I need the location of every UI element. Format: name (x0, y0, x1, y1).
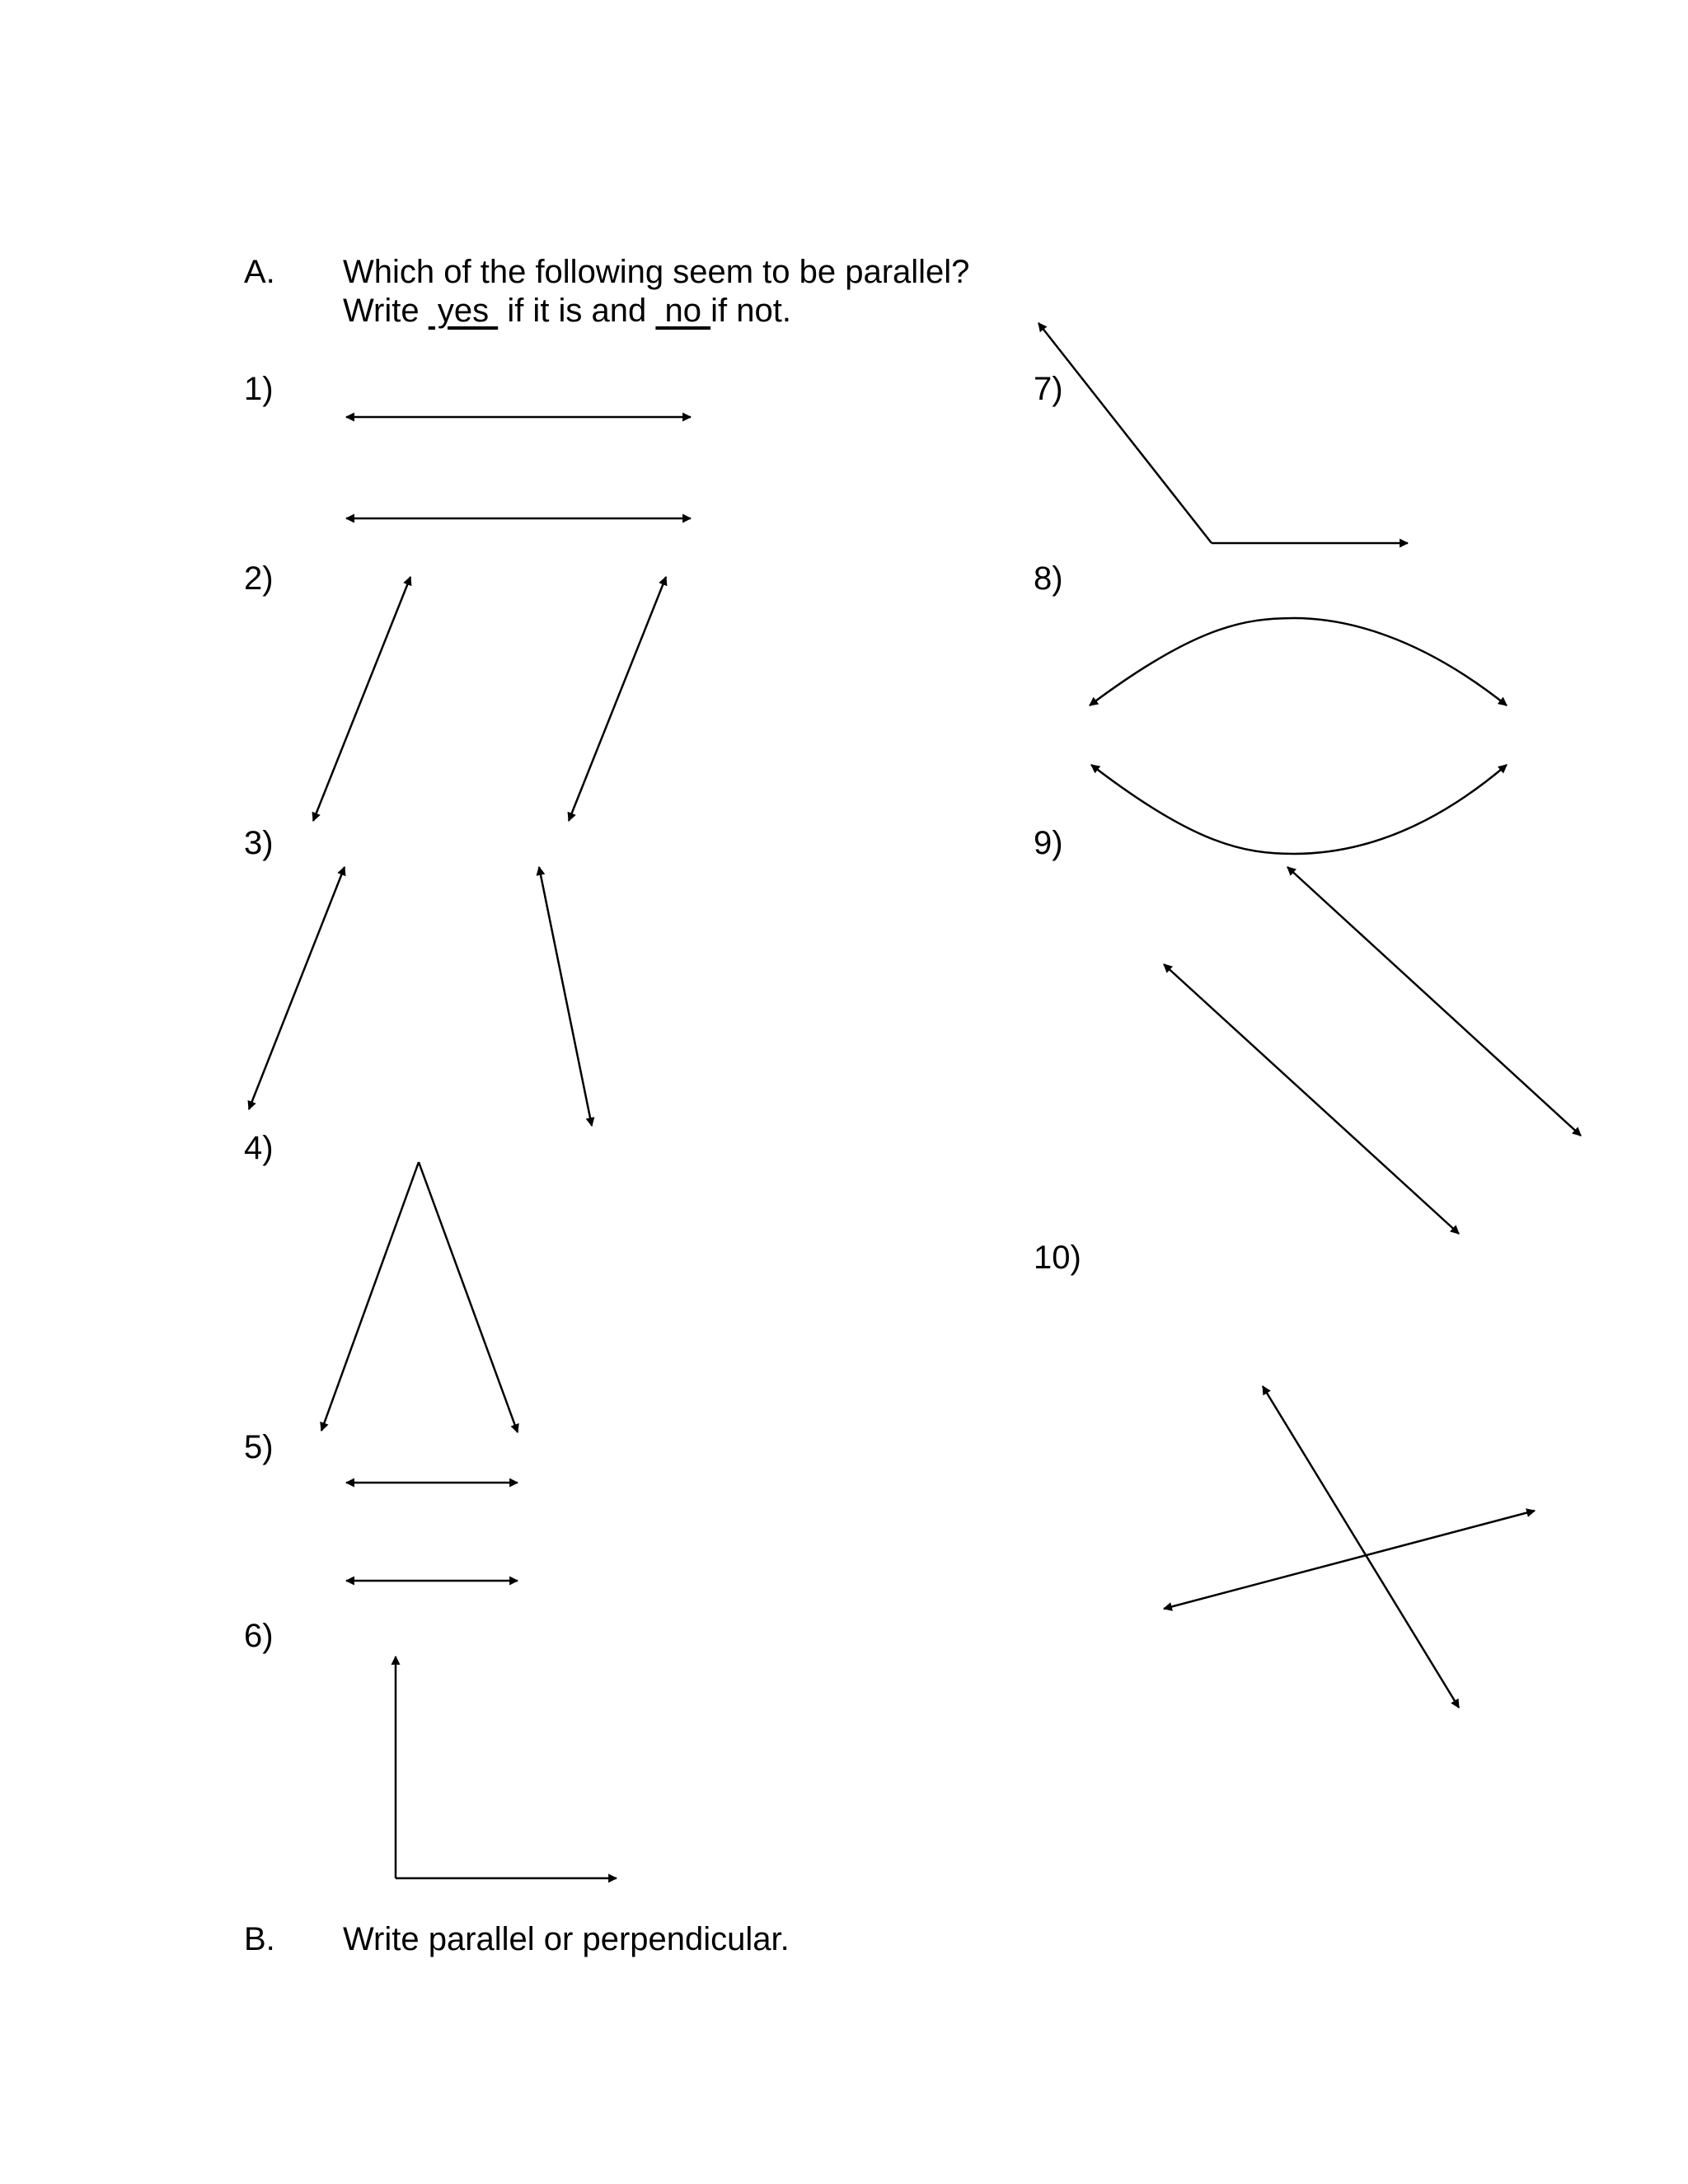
figure-3-line-left (249, 867, 345, 1109)
figure-9-line-lower (1164, 964, 1459, 1234)
yes-word: yes (428, 293, 499, 329)
instruction-prefix: Write (343, 293, 429, 329)
item-number-1: 1) (244, 371, 274, 407)
instruction-middle: if it is and (498, 293, 656, 329)
figure-3 (249, 867, 592, 1126)
figure-6 (396, 1657, 617, 1878)
figure-7-slanted-ray (1039, 323, 1212, 543)
item-number-3: 3) (244, 825, 274, 861)
item-number-9: 9) (1034, 825, 1063, 861)
figure-4-line-right (419, 1162, 518, 1432)
figure-9-line-upper (1287, 867, 1581, 1136)
figure-10-line-steep (1263, 1386, 1459, 1708)
item-number-2: 2) (244, 560, 274, 597)
item-number-10: 10) (1034, 1240, 1081, 1276)
figure-2-line-right (569, 577, 666, 821)
section-a-instruction-line1: Which of the following seem to be parallel? (343, 254, 970, 290)
item-number-4: 4) (244, 1130, 274, 1166)
no-word: no (655, 293, 711, 329)
figure-9 (1164, 867, 1581, 1234)
instruction-suffix: if not. (710, 293, 791, 329)
section-b-instruction: Write parallel or perpendicular. (343, 1921, 790, 1957)
figure-4 (321, 1162, 518, 1432)
figure-10-line-shallow (1164, 1511, 1535, 1609)
figure-1 (346, 417, 691, 518)
figure-4-line-left (321, 1162, 419, 1431)
item-number-6: 6) (244, 1618, 274, 1654)
figure-10 (1164, 1386, 1535, 1708)
item-number-5: 5) (244, 1429, 274, 1465)
figure-8-curve-bottom (1091, 765, 1507, 854)
figure-8 (1090, 618, 1507, 854)
section-a-letter: A. (244, 254, 275, 290)
figure-2-line-left (313, 577, 410, 821)
figure-5 (346, 1483, 518, 1581)
section-b-letter: B. (244, 1921, 275, 1957)
figure-7 (1039, 323, 1408, 543)
figure-2 (313, 577, 666, 821)
item-number-7: 7) (1034, 371, 1063, 407)
figure-3-line-right (539, 867, 592, 1126)
figure-8-curve-top (1090, 618, 1507, 705)
item-number-8: 8) (1034, 560, 1063, 597)
